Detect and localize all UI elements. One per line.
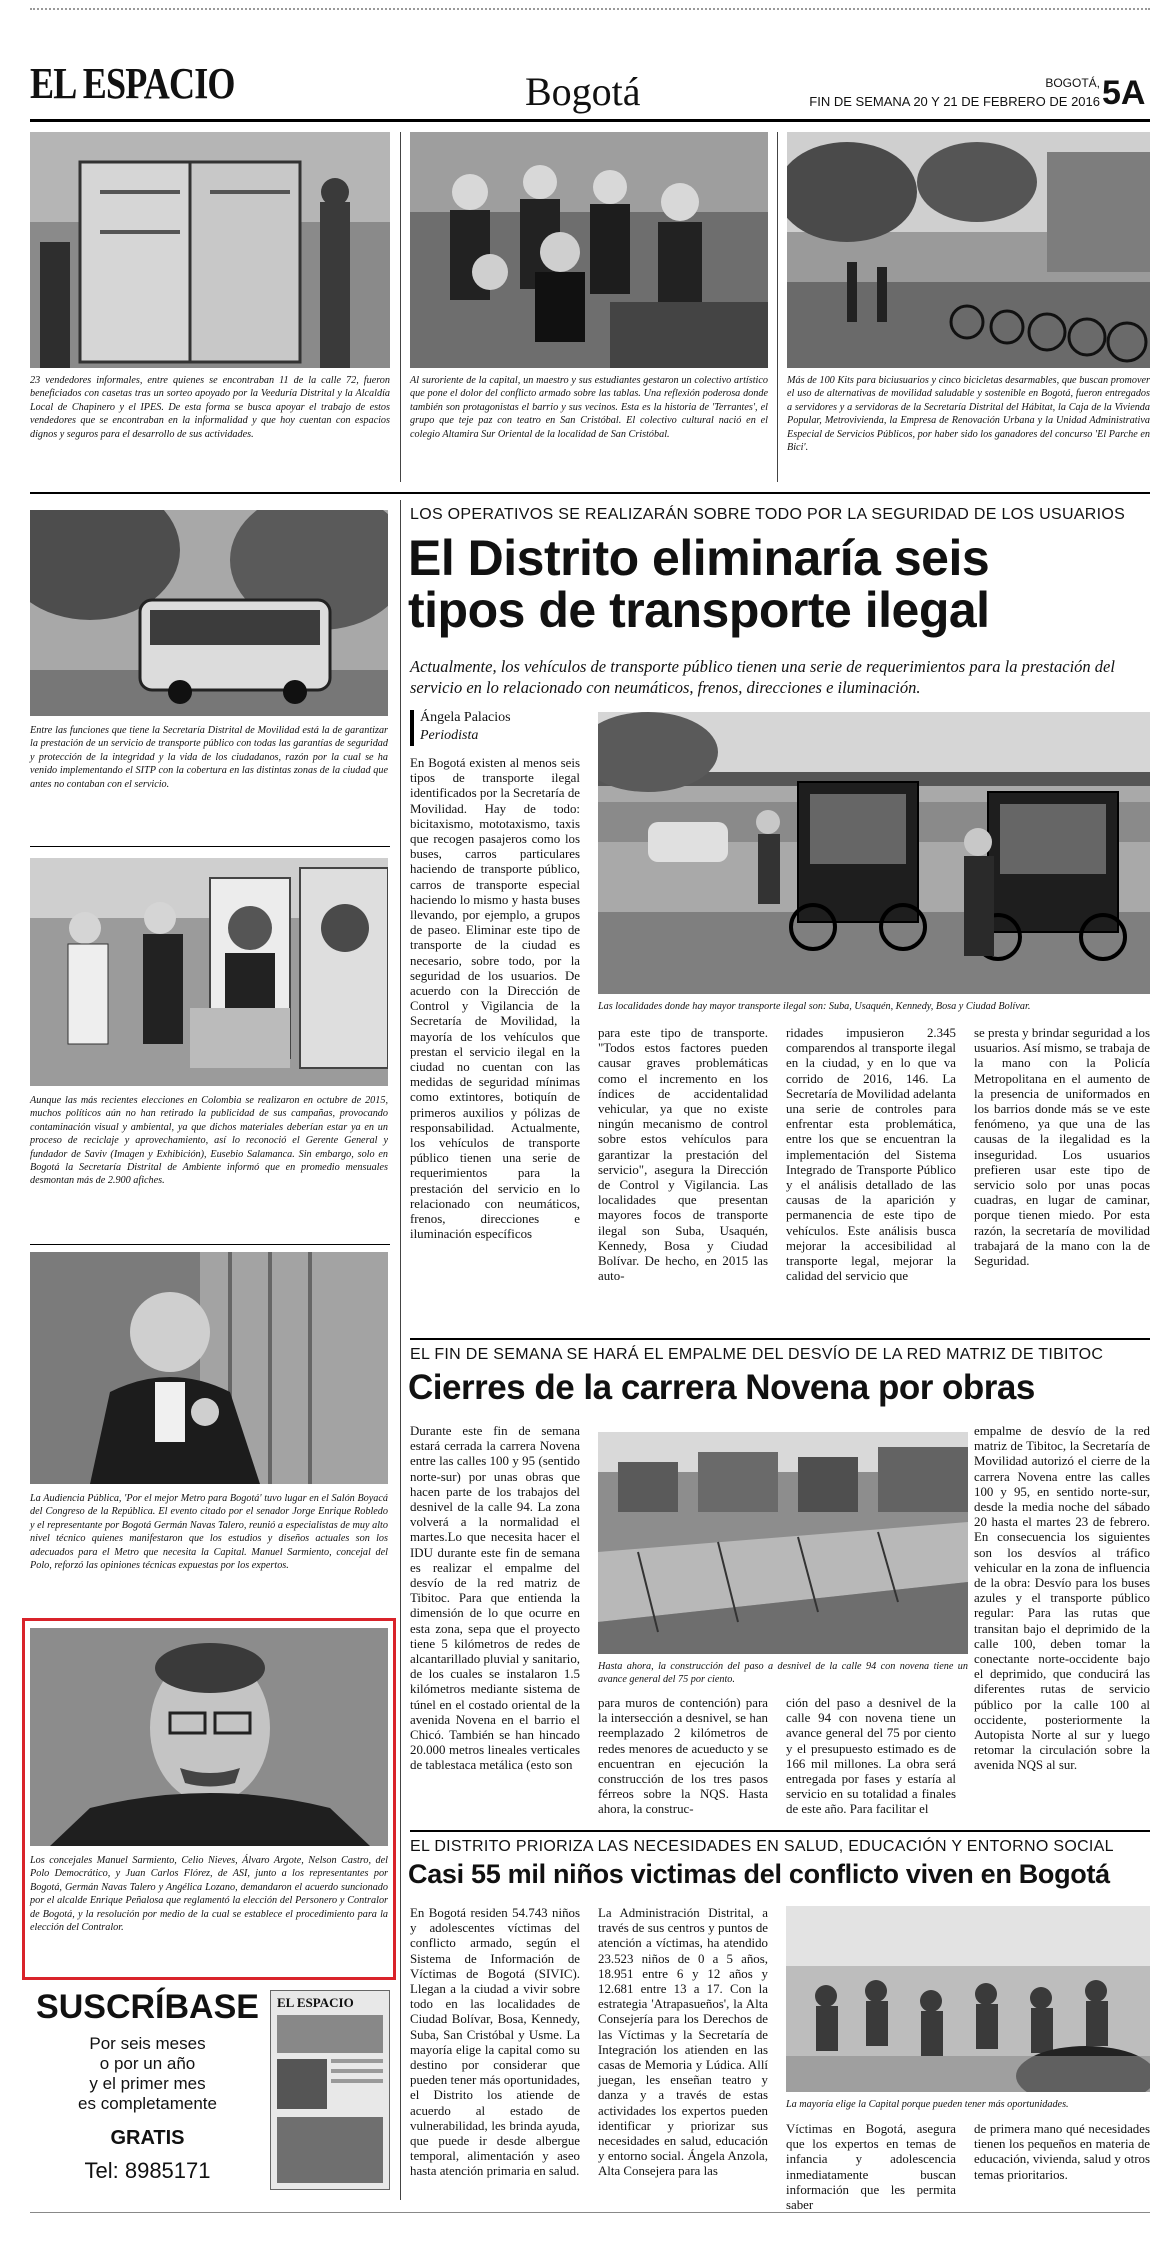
photo-children	[786, 1906, 1150, 2092]
photo-bicycles	[787, 132, 1150, 368]
article1-column-4: se presta y brindar seguridad a los usuarios. Así mismo, se trabaja de la mano con la Policía Metropolitana en el aumento de la presencia de uniformados en los barrios donde más se ve este fenómeno, ya que una de las causas de la ilegalidad es la inseguridad. Los usuarios prefieren usar este tipo de servicio solo por unas pocas cuadras, en lugar de caminar, porque tienen miedo. Por esta razón, la secretaría de movilidad trabajará de la mano con la de Seguridad.	[974, 1026, 1150, 1269]
article3-column-1: En Bogotá residen 54.743 niños y adolescentes víctimas del conflicto armado, según el Sistema de Información de Víctimas de Bogotá (SIVIC). Llegan a la ciudad a vivir sobre todo en las localidades de Ciudad Bolívar, Bosa, Kennedy, Suba, San Cristóbal y Usme. La mayoría elige la capital como su destino por considerar que pueden tener más oportunidades, el Distrito los atiende de acuerdo al estado de vulnerabilidad, les brinda ayuda, que puede ir desde albergue temporal, alimentación y aseo hasta atención primaria en salud.	[410, 1906, 580, 2179]
article2-column-3: ción del paso a desnivel de la calle 94 con novena tiene un avance general del 75 por ciento y el presupuesto estimado es de 166 mil millones. La obra será entregada por fases y estaría al servicio en su totalidad a finales de este año. Para facilitar el	[786, 1696, 956, 1817]
article3-column-4: de primera mano qué necesidades tienen los pequeños en materia de educación, vivienda, salud y otros temas prioritarios.	[974, 2122, 1150, 2182]
page-number: 5A	[1102, 74, 1146, 112]
photo-road-works	[598, 1432, 968, 1654]
caption-bicitaxis: Las localidades donde hay mayor transporte ilegal son: Suba, Usaquén, Kennedy, Bosa y Ciudad Bolívar.	[598, 1001, 1031, 1012]
article1-deck: Actualmente, los vehículos de transporte público tienen una serie de requerimientos para la prestación del servicio en lo relacionado con neumáticos, frenos, direcciones e iluminación.	[410, 657, 1115, 697]
photo-bicitaxis	[598, 712, 1150, 994]
masthead-rule	[30, 119, 1150, 122]
ad-line: y el primer mes	[89, 2074, 206, 2093]
sidebar-rule	[30, 846, 390, 847]
caption-public-hearing: La Audiencia Pública, 'Por el mejor Metro para Bogotá' tuvo lugar en el Salón Boyacá del Congreso de la República. El evento citado por el senador Jorge Enrique Robledo y el representante por Bogotá Germán Navas Talero, reunió a especialistas de muy alto nivel técnico quienes manifestaron que los estudios y diseños actuales son los adecuados para el Metro que necesita la Capital. Manuel Sarmiento, concejal del Polo, reforzó las opiniones técnicas expuestas por los expertos.	[30, 1493, 388, 1572]
caption-kiosks: 23 vendedores informales, entre quienes se encontraban 11 de la calle 72, fueron beneficiados con casetas tras un sorteo apoyado por la Veeduría Distrital y la Alcaldía Local de Chapinero y el IPES. De esta forma se busca apoyar el trabajo de estos vendedores que se encontraban en la informalidad y que hoy cuentan con espacios dignos y seguros para el desarrollo de sus actividades.	[30, 375, 390, 440]
caption-theater-group: Al suroriente de la capital, un maestro y sus estudiantes gestaron un colectivo artístico que pone el dolor del conflicto armado sobre las tablas. Una reflexión poderosa donde también son protagonistas el barrio y sus vecinos. Esta es la historia de 'Terrantes', el grupo que teje paz con teatro en San Cristóbal. El colectivo cultural nació en el colegio Altamira Sur Oriental de la localidad de San Cristóbal.	[410, 375, 768, 440]
ad-mini-logo: EL ESPACIO	[277, 1995, 354, 2010]
article1-author-role: Periodista	[420, 728, 479, 743]
section-title: Bogotá	[525, 69, 641, 114]
caption-sitp: Entre las funciones que tiene la Secretaría Distrital de Movilidad está la de garantizar la prestación de un servicio de transporte público con todas las garantías de seguridad y protección de la integridad y la vida de los ciudadanos, razón por la cual se ha venido implementando el SITP con la cobertura en las distintas zonas de la ciudad que antes no contaban con el servicio.	[30, 725, 388, 790]
article2-headline: Cierres de la carrera Novena por obras	[408, 1368, 1035, 1407]
article1-author: Ángela Palacios	[420, 710, 511, 725]
sidebar-rule	[30, 1244, 390, 1245]
subscription-ad[interactable]	[30, 1990, 390, 2190]
caption-children: La mayoría elige la Capital porque pueden tener más oportunidades.	[786, 2099, 1069, 2110]
bottom-rule	[30, 2212, 1150, 2213]
caption-campaign-posters: Aunque las más recientes elecciones en Colombia se realizaron en octubre de 2015, muchos políticos aún no han retirado la publicidad de sus campañas, provocando contaminación visual y ambiental, ya que dichos materiales deberían estar ya en un proceso de reciclaje y aprovechamiento, así lo reconoció el Gerente General y fundador de Saviv (Imagen y Exhibición), Eusebio Salamanca. Sin embargo, solo en Bogotá la Secretaría Distrital de Ambiente informó que en promedio mensuales desmontan más de 2.900 afiches.	[30, 1095, 388, 1187]
article1-column-2: para este tipo de transporte. "Todos estos factores pueden causar graves problemáticas como el incremento en los índices de accidentalidad vehicular, ya que no existe ningún mecanismo de control sobre estos vehículos para garantizar la prestación del servicio", asegura la Dirección de Control y Vigilancia. Las localidades que presentan mayores focos de transporte ilegal son Suba, Usaquén, Kennedy, Bosa y Ciudad Bolívar. De hecho, en 2015 las auto-	[598, 1026, 768, 1284]
article2-column-2: para muros de contención) para la intersección a desnivel, se han reemplazado 2 kilómetros de redes menores de acueducto y se encuentran en ejecución la construcción de los tres pasos férreos sobre la NQS. Hasta ahora, la construc-	[598, 1696, 768, 1817]
photo-sitp-bus	[30, 510, 388, 716]
photo-campaign-posters	[30, 858, 388, 1086]
ad-phone: Tel: 8985171	[84, 2158, 211, 2183]
article2-kicker: EL FIN DE SEMANA SE HARÁ EL EMPALME DEL DESVÍO DE LA RED MATRIZ DE TIBITOC	[410, 1346, 1104, 1363]
article2-column-1: Durante este fin de semana estará cerrada la carrera Novena entre las calles 100 y 95 (sentido norte-sur) por unas obras que hacen parte de los trabajos del desnivel de la calle 94. La zona volverá a la normalidad el martes.Lo que necesita hacer el IDU durante este fin de semana es realizar el empalme del desvío de la red matriz de Tibitoc. Para que entienda la dimensión de lo que ocurre en esta zona, sepa que el proyecto tiene 5 kilómetros de redes de alcantarillado pluvial y sanitario, de los cuales se instalaron 1.5 kilómetros mediante sistema de túnel en el costado oriental de la avenida Novena en el barrio el Chicó. También se han hincado 20.000 metros lineales verticales de tablestaca metálica (esto son	[410, 1424, 580, 1773]
caption-councilman: Los concejales Manuel Sarmiento, Celio Nieves, Álvaro Argote, Nelson Castro, del Polo Democrático, y Juan Carlos Flórez, de ASI, junto a los representantes por Bogotá, Germán Navas Talero y Angélica Lozano, demandaron el acuerdo suncionado por el alcalde Enrique Peñalosa que reglamentó la elección del Personero y Contralor de Bogotá, y la resolución por medio de la cual se establece el procedimiento para la elección del Contralor.	[30, 1855, 388, 1934]
column-divider	[777, 132, 778, 482]
masthead-logo: EL ESPACIO	[30, 59, 235, 108]
photo-councilman	[30, 1628, 388, 1846]
photo-public-hearing	[30, 1252, 388, 1484]
author-bar	[410, 710, 414, 746]
article1-headline: tipos de transporte ilegal	[408, 582, 990, 638]
ad-line: o por un año	[99, 2054, 196, 2073]
ad-newspaper-image	[270, 1990, 390, 2190]
ad-free: GRATIS	[110, 2127, 185, 2149]
ad-line: Por seis meses	[89, 2034, 206, 2053]
top-dashed-rule	[30, 8, 1150, 10]
photo-theater-group	[410, 132, 768, 368]
ad-line: es completamente	[78, 2094, 217, 2113]
article1-headline: El Distrito eliminaría seis	[408, 530, 990, 586]
section-rule	[410, 1338, 1150, 1340]
column-divider	[400, 132, 401, 482]
article3-headline: Casi 55 mil niños victimas del conflicto viven en Bogotá	[408, 1859, 1110, 1889]
section-rule	[30, 492, 1150, 494]
article2-column-4: empalme de desvío de la red matriz de Tibitoc, la Secretaría de Movilidad autorizó el cierre de la carrera Novena entre las calles 100 y 95, en sentido norte-sur, desde la media noche del sábado 20 hasta el martes 23 de febrero. En consecuencia los siguientes son los desvíos al tráfico vehicular en la zona de influencia de la obra: Desvío para los buses azules y el transporte público regular: Para las rutas que transitan bajo el deprimido de la calle 100, deben tomar la conectante norte-occidente bajo el deprimido, que conducirá las diferentes rutas de servicio público por la calle 100 al occidente, posteriormente la Autopista Norte al sur y luego retomar la circulación sobre la avenida NQS al sur.	[974, 1424, 1150, 1773]
caption-road-works: Hasta ahora, la construcción del paso a desnivel de la calle 94 con novena tiene un avance general del 75 por ciento.	[598, 1661, 968, 1686]
article3-kicker: EL DISTRITO PRIORIZA LAS NECESIDADES EN SALUD, EDUCACIÓN Y ENTORNO SOCIAL	[410, 1838, 1114, 1855]
article1-column-3: ridades impusieron 2.345 comparendos al transporte ilegal en la ciudad, y en lo que va corrido de 2016, 146. La Secretaría de Movilidad adelanta una serie de controles para enfrentar esta problemática, entre los que se encuentran la implementación del Sistema Integrado de Transporte Público y el análisis detallado de las causas de la aparición y permanencia de este tipo de vehículos. Este análisis busca mejorar la accesibilidad al transporte legal, mejorar la calidad del servicio que	[786, 1026, 957, 1284]
article3-column-2: La Administración Distrital, a través de sus centros y puntos de atención a víctimas, ha atendido 23.523 niños de 0 a 5 años, 18.951 entre 6 y 12 años y 12.681 entre 13 a 17. Con la estrategia 'Atrapasueños', la Alta Consejería para los Derechos de las Víctimas y la Secretaría de Integración los atienden en las casas de Memoria y Lúdica. Allí juegan, les enseñan teatro y danza y a través de estas actividades los expertos pueden identificar y priorizar sus necesidades en salud, educación y entorno social. Ángela Anzola, Alta Consejera para las	[598, 1906, 768, 2179]
article1-column-1: En Bogotá existen al menos seis tipos de transporte ilegal identificados por la Secretaría de Movilidad. Hay de todo: bicitaxismo, mototaxismo, taxis que recogen pasajeros como los buses, carros particulares haciendo de transporte público, carros de transporte especial haciendo lo mismo y hasta buses llevando, por ejemplo, a grupos de paseo. Eliminar este tipo de transporte de la ciudad es necesario, sobre todo, por la seguridad de los usuarios. De acuerdo con la Dirección de Control y Vigilancia de la Secretaría de Movilidad, la mayoría de los vehículos que prestan el servicio ilegal en la ciudad no cuentan con las medidas de seguridad mínimas como extintores, botiquín de primeros auxilios y pólizas de responsabilidad. Actualmente, los vehículos de transporte público tienen una serie de requerimientos para la prestación del servicio en lo relacionado con neumáticos, frenos, direcciones e iluminación específicos	[410, 756, 580, 1242]
ad-title: SUSCRÍBASE	[36, 1988, 259, 2026]
caption-bicycles: Más de 100 Kits para biciusuarios y cinco bicicletas desarmables, que buscan promover el uso de alternativas de movilidad saludable y sostenible en Bogotá, fueron entregados a servidores y a servidoras de la Secretaría Distrital del Hábitat, la Caja de la Vivienda Popular, Metrovivienda, la Empresa de Renovación Urbana y la Unidad Administrativa Especial de Servicios Públicos, por haber sido los ganadores del concurso 'El Parche en Bici'.	[787, 375, 1150, 454]
article1-kicker: LOS OPERATIVOS SE REALIZARÁN SOBRE TODO POR LA SEGURIDAD DE LOS USUARIOS	[410, 506, 1126, 523]
masthead-date: FIN DE SEMANA 20 Y 21 DE FEBRERO DE 2016	[809, 94, 1100, 109]
article3-column-3: Víctimas en Bogotá, asegura que los expertos en temas de infancia y adolescencia inmediatamente buscan información que les permita saber	[786, 2122, 956, 2213]
section-rule	[410, 1830, 1150, 1832]
column-divider	[400, 500, 401, 2200]
photo-kiosks	[30, 132, 390, 368]
masthead-city: BOGOTÁ,	[1045, 76, 1100, 90]
